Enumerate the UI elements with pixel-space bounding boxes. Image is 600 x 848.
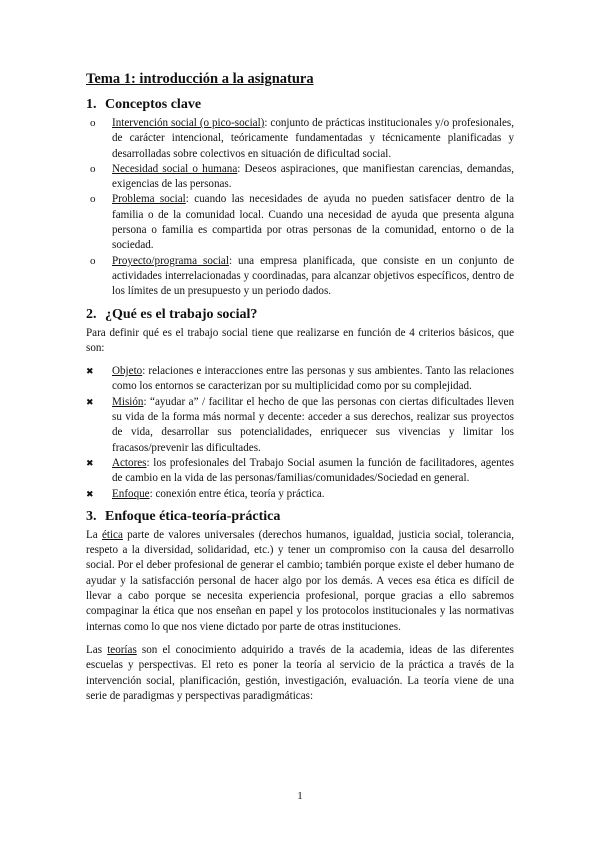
section-title: Conceptos clave [105,97,202,112]
list-item [86,162,514,193]
circle-bullet-icon: o [90,162,96,175]
page-content [86,70,514,712]
circle-bullet-icon: o [90,193,96,206]
cross-bullet-icon: ✖ [86,366,94,377]
term: Misión [112,395,144,408]
section-number: 3. [86,508,97,524]
section-number: 1. [86,97,97,112]
circle-bullet-icon: o [90,254,96,267]
cross-bullet-icon: ✖ [86,396,94,407]
list-item [86,487,514,502]
criteria-list [86,364,514,502]
term: Intervención social (o pico-social) [112,117,265,129]
term: Necesidad social o humana [112,162,238,175]
definition: : cuando las necesidades de ayuda no pueden satisfacer dentro de la familia o de la comunidad local. Cuando una necesidad de ayuda que presenta alguna persona o familia es compartida por otras personas de la comunidad, entorno o de la sociedad. [112,193,514,252]
definition: : los profesionales del Trabajo Social asumen la función de facilitadores, agentes de cambio en la vida de las personas/familias/comunidades/Sociedad en general. [112,456,514,485]
cross-bullet-icon: ✖ [86,457,94,468]
section-heading-1 [86,96,514,114]
definition: : conjunto de prácticas institucionales y/o profesionales, de carácter intencional, teóricamente fundamentadas y técnicamente planificadas y desarrolladas sobre colectivos en situación de dificultad social. [112,117,514,160]
list-item [86,116,514,162]
definition: : conexión entre ética, teoría y práctica. [149,487,325,500]
paragraph-ethics: La ética parte de valores universales (derechos humanos, igualdad, justicia social, tolerancia, respeto a la diversidad, solidaridad, etc.) y tener un compromiso con la causa del desarrollo social. Por el deber profesional de generar el cambio; también porque existe el deber humano de ayudar y la satisfacción personal de hacer algo por los demás. A veces esa ética es difícil de llevar a cabo porque se necesita experiencia profesional, porque gracias a ello sabremos compaginar la ética que nos enseñan en papel y los protocolos institucionales y las normativas internas como lo que nos viene dictado por parte de otras instituciones. [86,528,514,633]
list-item [86,254,514,300]
section-intro: Para definir qué es el trabajo social tiene que realizarse en función de 4 criterios básicos, que son: [86,326,514,354]
section-title: Enfoque ética-teoría-práctica [105,508,281,524]
section-heading-3 [86,508,514,526]
definition: : “ayudar a” / facilitar el hecho de que las personas con ciertas dificultades lleven su vida de la forma más normal y decente: acceder a sus derechos, realizar sus proyectos de vida, desarrollar sus potencialidades, enriquecer sus vivencias y limitar los fracasos/prevenir las dificultades. [112,395,514,454]
definition: : una empresa planificada, que consiste en un conjunto de actividades interrelacionadas y coordinadas, para alcanzar objetivos específicos, dentro de los límites de un presupuesto y un periodo dados. [112,254,514,298]
circle-bullet-icon: o [90,117,96,129]
concepts-list [86,116,514,300]
definition: : relaciones e interacciones entre las personas y sus ambientes. Tanto las relaciones como los entornos se caracterizan por su multiplicidad como por su complejidad. [112,365,514,393]
page-number: 1 [297,790,303,802]
cross-bullet-icon: ✖ [86,488,94,499]
term: teorías [107,643,137,656]
term: ética [101,528,123,541]
list-item [86,395,514,456]
list-item [86,456,514,487]
document-title: Tema 1: introducción a la asignatura [86,71,314,87]
term: Enfoque [112,487,150,500]
list-item [86,192,514,253]
definition: : Deseos aspiraciones, que manifiestan carencias, demandas, exigencias de las personas. [112,162,515,191]
term: Problema social [112,193,186,206]
term: Objeto [112,365,143,378]
section-title: ¿Qué es el trabajo social? [105,306,258,322]
list-item [86,364,514,395]
term: Proyecto/programa social [112,254,229,267]
term: Actores [112,456,147,469]
section-heading-2 [86,306,514,324]
section-number: 2. [86,306,97,322]
paragraph-theories: Las teorías son el conocimiento adquirido a través de la academia, ideas de las diferentes escuelas y perspectivas. El reto es poner la teoría al servicio de la práctica a través de la intervención social, planificación, gestión, investigación, evaluación. La teoría viene de una serie de paradigmas y perspectivas paradigmáticas: [86,643,514,702]
